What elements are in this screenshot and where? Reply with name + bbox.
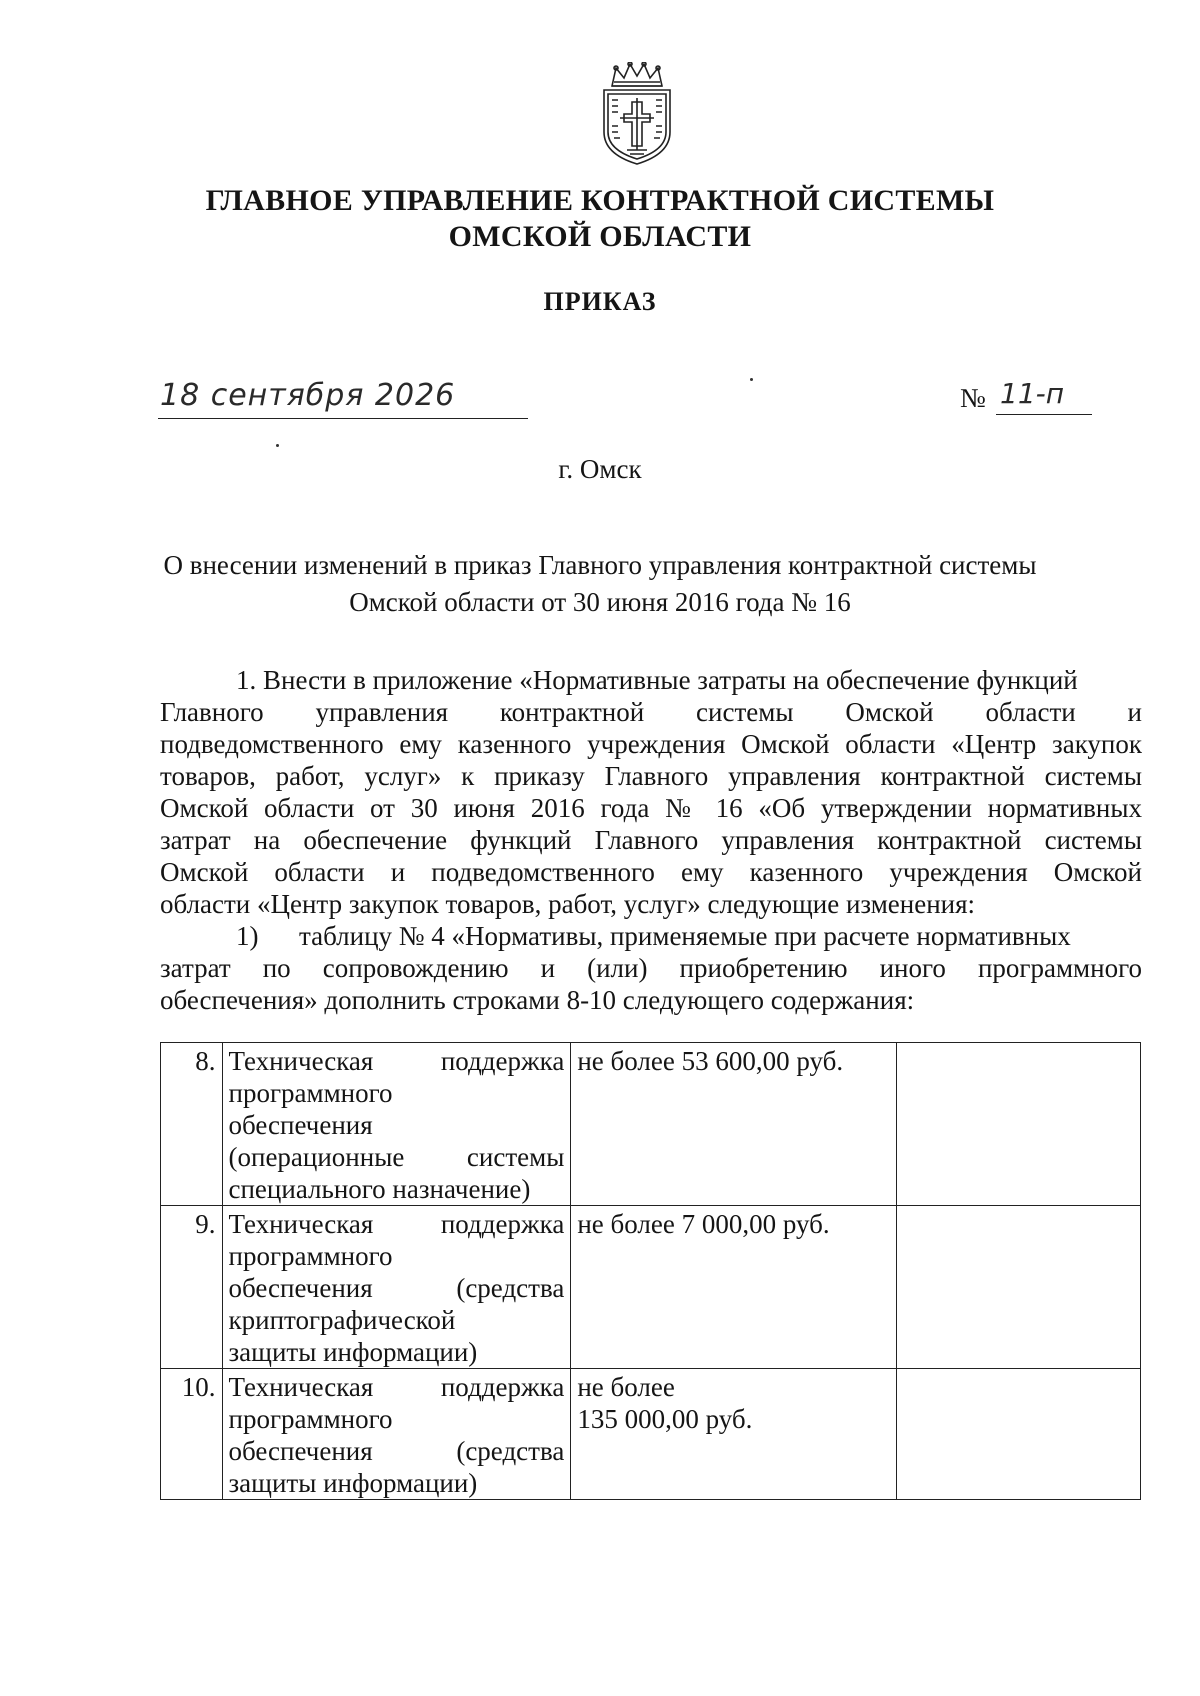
- paragraph-line: товаров, работ, услуг» к приказу Главного управления контрактной системы: [160, 761, 1142, 791]
- paragraph-line: затрат по сопровождению и (или) приобретению иного программного: [160, 953, 1142, 983]
- handwritten-document-number: 11-п: [1000, 377, 1065, 410]
- paragraph-line: области «Центр закупок товаров, работ, услуг» следующие изменения:: [160, 889, 976, 919]
- cell-line: обеспечения: [228, 1110, 373, 1140]
- amendment-table: [160, 1042, 1141, 1500]
- cell-line: Техническая поддержка: [228, 1372, 565, 1402]
- document-type-title: ПРИКАЗ: [543, 287, 657, 316]
- date-underline: [158, 418, 528, 419]
- cell-line: 135 000,00 руб.: [577, 1404, 753, 1434]
- cell-line: обеспечения (средства: [228, 1436, 565, 1466]
- cell-line: специального назначение): [228, 1174, 531, 1204]
- document-city: г. Омск: [558, 454, 642, 484]
- cell-line: программного: [228, 1241, 393, 1271]
- handwritten-date: 18 сентября 2026: [160, 378, 456, 413]
- row-extra-cell: [897, 1206, 1141, 1369]
- row-number-cell: 10.: [161, 1369, 223, 1500]
- row-number-cell: 9.: [161, 1206, 223, 1369]
- row-number-cell: 8.: [161, 1043, 223, 1206]
- row-extra-cell: [897, 1043, 1141, 1206]
- cell-line: не более: [577, 1372, 675, 1402]
- paragraph-line: обеспечения» дополнить строками 8-10 следующего содержания:: [160, 985, 915, 1015]
- organization-name-line1: ГЛАВНОЕ УПРАВЛЕНИЕ КОНТРАКТНОЙ СИСТЕМЫ: [205, 184, 995, 217]
- paragraph-line: Омской области от 30 июня 2016 года № 16 «Об утверждении нормативных: [160, 793, 1142, 823]
- cell-line: обеспечения (средства: [228, 1273, 565, 1303]
- row-value-cell: [571, 1206, 897, 1369]
- omsk-coat-of-arms-emblem: [594, 62, 680, 166]
- paragraph-line: подведомственного ему казенного учреждения Омской области «Центр закупок: [160, 729, 1142, 759]
- table-row: [161, 1206, 1141, 1369]
- row-extra-cell: [897, 1369, 1141, 1500]
- paragraph-line: затрат на обеспечение функций Главного управления контрактной системы: [160, 825, 1142, 855]
- paragraph-1: [160, 664, 1142, 1016]
- subject-line2: Омской области от 30 июня 2016 года № 16: [349, 587, 851, 617]
- cell-line: не более 7 000,00 руб.: [577, 1209, 830, 1239]
- table-row: [161, 1043, 1141, 1206]
- cell-line: Техническая поддержка: [228, 1046, 565, 1076]
- row-name-cell: [222, 1043, 571, 1206]
- row-name-cell: [222, 1206, 571, 1369]
- paragraph-line: Омской области и подведомственного ему казенного учреждения Омской: [160, 857, 1142, 887]
- table-row: [161, 1369, 1141, 1500]
- cell-line: программного: [228, 1078, 393, 1108]
- cell-line: (операционные системы: [228, 1142, 565, 1172]
- subject-line1: О внесении изменений в приказ Главного управления контрактной системы: [163, 550, 1037, 580]
- number-underline: [996, 414, 1092, 415]
- cell-line: не более 53 600,00 руб.: [577, 1046, 844, 1076]
- cell-line: криптографической: [228, 1305, 456, 1335]
- organization-name-line2: ОМСКОЙ ОБЛАСТИ: [448, 220, 752, 253]
- scan-speck: [276, 444, 279, 447]
- paragraph-line: Главного управления контрактной системы Омской области и: [160, 697, 1142, 727]
- cell-line: Техническая поддержка: [228, 1209, 565, 1239]
- scan-speck: [750, 378, 753, 381]
- row-value-cell: [571, 1369, 897, 1500]
- row-name-cell: [222, 1369, 571, 1500]
- document-number-label: №: [960, 383, 986, 413]
- cell-line: защиты информации): [228, 1468, 478, 1498]
- paragraph-line: 1. Внести в приложение «Нормативные затраты на обеспечение функций: [236, 665, 1078, 695]
- row-value-cell: [571, 1043, 897, 1206]
- paragraph-line: 1) таблицу № 4 «Нормативы, применяемые при расчете нормативных: [236, 921, 1071, 951]
- cell-line: защиты информации): [228, 1337, 478, 1367]
- cell-line: программного: [228, 1404, 393, 1434]
